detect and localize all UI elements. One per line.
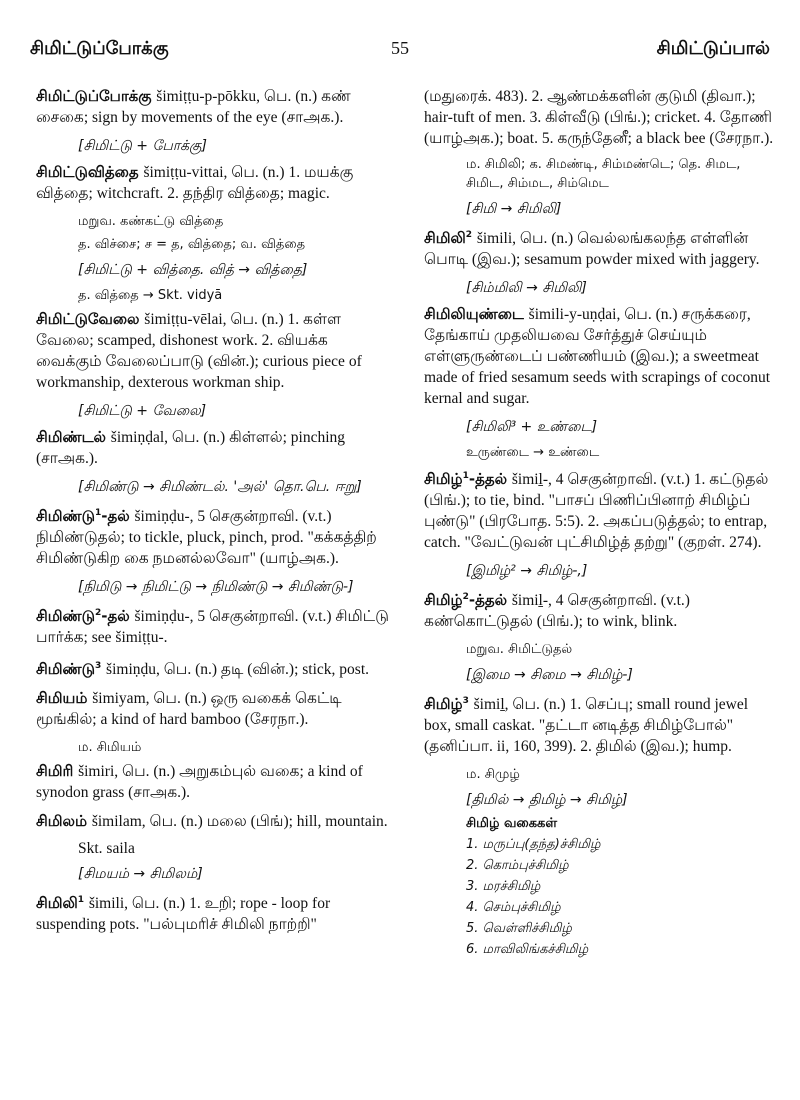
etymology-line: [சிம்மிலி → சிமிலி] [466,280,587,296]
headword: சிமிண்டல் [36,428,106,446]
etymology-line: [சிமிட்டு + போக்கு] [78,138,207,154]
entry-definition: šimiṇḍu, பெ. (n.) தடி (வின்.); stick, post. [106,661,370,678]
headword: சிமிழ்$^3$ [424,695,469,713]
entry-definition: šimiṭṭu-p-pōkku, பெ. (n.) கண் சைகை; sign by movements of the eye (சாஅக.). [36,88,351,126]
headword: சிமிண்டு$^1$-தல் [36,507,130,525]
headword: சிமிலி$^1$ [36,894,85,912]
entry-definition: šimiḻ-, 4 செகுன்றாவி. (v.t.) 1. கட்டுதல் (பிங்.); to tie, bind. "பாசப் பிணிப்பினாற் சிமிழ்ப் புண்டு" (பிரபோத. 5:5). 2. அகப்படுத்தல்; to entrap, catch. "வேட்டுவன் புட்சிமிழ்த் தற்று" (குறள். 274). [424,471,769,551]
simil-list-item: 3. மரச்சிமிழ் [466,879,541,894]
page-header [30,38,770,66]
entry-definition: šimiṭṭu-vittai, பெ. (n.) 1. மயக்கு வித்தை; witchcraft. 2. தந்திர வித்தை; magic. [36,164,354,202]
related-forms-line: ம. சிமுழ் [466,767,520,782]
entry-definition: šimiṭṭu-vēlai, பெ. (n.) 1. கள்ள வேலை; scamped, dishonest work. 2. வியக்க வைக்கும் வேலைப்பாடு (வின்.); curious piece of workmanship, dexterous workman ship. [36,311,362,391]
headword: சிமிழ்$^1$-த்தல் [424,470,508,488]
related-forms-line: த. விச்சை; ச = த, வித்தை; வ. வித்தை [78,237,306,252]
headword: சிமிட்டுவேலை [36,310,140,328]
entry-definition: šimiri, பெ. (n.) அறுகம்புல் வகை; a kind of synodon grass (சாஅக.). [36,763,363,801]
headword-superscript: 1 [462,471,469,481]
headword: சிமிலம் [36,812,88,830]
etymology-line: [சிமிலி³ + உண்டை] [466,419,598,435]
etymology-line: [சிமிண்டு → சிமிண்டல். 'அல்' தொ.பெ. ஈறு] [78,479,362,495]
headword: சிமிட்டுவித்தை [36,163,139,181]
etymology-line: [திமில் → திமிழ் → சிமிழ்] [466,792,628,808]
headword-superscript: 2 [95,608,102,618]
dictionary-entry [36,688,392,730]
entry-definition: šimiṇḍal, பெ. (n.) கிள்ளல்; pinching (சாஅக.). [36,429,346,467]
headword-superscript: 3 [462,696,469,706]
headword-superscript: 1 [77,895,85,905]
related-forms-line: உருண்டை → உண்டை [466,445,600,460]
simil-list-item: 2. கொம்புச்சிமிழ் [466,858,569,873]
headword: சிமிண்டு$^3$ [36,660,102,678]
entry-definition: šimiḻ, பெ. (n.) 1. செப்பு; small round jewel box, small caskat. "தட்டா னடித்த சிமிழ்போல்" (தனிப்பா. ii, 160, 399). 2. திமில் (இவ.); hump. [424,696,749,755]
related-forms-line: ம. சிமியம் [78,740,142,755]
dictionary-entry [36,890,392,935]
entry-definition: šimilam, பெ. (n.) மலை (பிங்); hill, mountain. [91,813,388,830]
related-forms-line: மறுவ. கண்கட்டு வித்தை [78,214,224,229]
etymology-line: [நிமிடு → நிமிட்டு → நிமிண்டு → சிமிண்டு-] [78,579,354,595]
etymology-line: [சிமிட்டு + வேலை] [78,403,207,419]
entry-definition: šimiyam, பெ. (n.) ஒரு வகைக் கெட்டி மூங்கில்; a kind of hard bamboo (சேரநா.). [36,690,342,728]
sanskrit-note: Skt. saila [78,840,135,857]
related-forms-line: மறுவ. சிமிட்டுதல் [466,642,573,657]
dictionary-entry [424,587,774,632]
entry-definition: šimiṇḍu-, 5 செகுன்றாவி. (v.t.) சிமிட்டு பார்க்க; see šimiṭṭu-. [36,608,389,646]
entry-definition: šimili-y-uṇḍai, பெ. (n.) சருக்கரை, தேங்காய் முதலியவை சேர்த்துச் செய்யும் எள்ளுருண்டைப் பண்ணியம் (இவ.); a sweetmeat made of fried sesamum seeds with scrapings of coconut kernal and sugar. [424,306,771,407]
dictionary-entry [424,304,774,409]
headword-superscript: 2 [465,230,473,240]
dictionary-entry [36,86,392,128]
dictionary-entry [36,309,392,393]
simil-list-item: 5. வெள்ளிச்சிமிழ் [466,921,572,936]
simil-list-item: 1. மருப்பு(தந்த)ச்சிமிழ் [466,837,601,852]
etymology-line: [சிமயம் → சிமிலம்] [78,866,203,882]
headword-superscript: 2 [462,592,469,602]
dictionary-entry [36,427,392,469]
headword-superscript: 1 [95,508,102,518]
etymology-line: [சிமி → சிமிலி] [466,201,562,217]
etymology-line: [சிமிட்டு + வித்தை. வித் → வித்தை] [78,262,308,278]
related-forms-line: த. வித்தை → Skt. vidyā [78,288,223,303]
headword: சிமிட்டுப்போக்கு [36,87,152,105]
dictionary-entry [36,162,392,204]
etymology-line: [இமை → சிமை → சிமிழ்-] [466,667,633,683]
related-forms-line: ம. சிமிலி; க. சிமண்டி, சிம்மண்டெ; தெ. சிமட, சிமிட, சிம்மட, சிம்மெட [466,157,741,191]
headword: சிமிழ்$^2$-த்தல் [424,591,508,609]
page-number: 55 [391,38,409,58]
entry-continuation: (மதுரைக். 483). 2. ஆண்மக்களின் குடுமி (திவா.); hair-tuft of men. 3. கிள்வீடு (பிங்.); cricket. 4. தோணி (யாழ்அக.); boat. 5. கருந்தேனீ; a black bee (சேரநா.). [424,88,774,147]
dictionary-entry [36,656,392,680]
dictionary-entry [36,761,392,803]
headword-superscript: 3 [95,661,102,671]
right-column [424,86,774,960]
running-head-right: சிமிட்டுப்பால் [656,38,770,59]
dictionary-entry [36,603,392,648]
dictionary-entry [36,811,392,832]
simil-list-title: சிமிழ் வகைகள் [466,816,558,831]
dictionary-entry [424,225,774,270]
headword: சிமிரி [36,762,74,780]
entry-definition: šimili, பெ. (n.) வெல்லங்கலந்த எள்ளின் பொடி (இவ.); sesamum powder mixed with jaggery. [424,230,760,268]
entry-definition: šimiḻ-, 4 செகுன்றாவி. (v.t.) கண்கொட்டுதல் (பிங்.); to wink, blink. [424,592,690,630]
running-head-left: சிமிட்டுப்போக்கு [30,38,169,59]
entry-definition: šimili, பெ. (n.) 1. உறி; rope - loop for suspending pots. "பல்புமரிச் சிமிலி நாற்றி" [36,895,331,933]
headword: சிமியம் [36,689,88,707]
left-column [36,86,392,943]
simil-list-item: 6. மாவிலிங்கச்சிமிழ் [466,942,589,957]
headword: சிமிண்டு$^2$-தல் [36,607,130,625]
headword: சிமிலி$^2$ [424,229,473,247]
dictionary-entry [424,691,774,757]
dictionary-entry [36,503,392,569]
etymology-line: [இமிழ்² → சிமிழ்-,] [466,563,588,579]
headword: சிமிலியுண்டை [424,305,524,323]
simil-list-item: 4. செம்புச்சிமிழ் [466,900,561,915]
dictionary-entry [424,466,774,553]
entry-definition: šimiṇḍu-, 5 செகுன்றாவி. (v.t.) நிமிண்டுதல்; to tickle, pluck, pinch, prod. "கக்கத்திற் சிமிண்டுகிற கை நமனல்லவோ" (யாழ்அக.). [36,508,377,567]
